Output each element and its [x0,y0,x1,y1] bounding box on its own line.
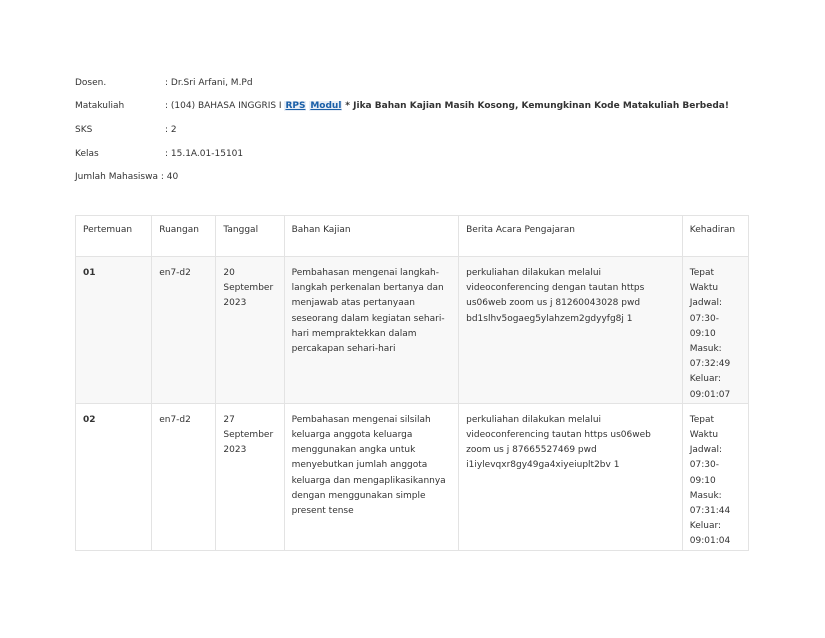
dosen-value: : Dr.Sri Arfani, M.Pd [165,78,253,88]
header-bahan-kajian: Bahan Kajian [284,216,459,257]
header-ruangan: Ruangan [152,216,216,257]
kelas-value: : 15.1A.01-15101 [165,149,244,159]
matakuliah-value-group [165,101,729,111]
header-kehadiran: Kehadiran [682,216,748,257]
matakuliah-label: Matakuliah [75,101,125,111]
jumlah-mahasiswa: Jumlah Mahasiswa : 40 [75,172,179,182]
table-row [76,403,749,550]
dosen-label: Dosen. [75,78,107,88]
table-row [76,257,749,404]
sks-label: SKS [75,125,93,135]
rps-link[interactable]: RPS [285,101,306,111]
header-berita-acara: Berita Acara Pengajaran [459,216,683,257]
cell-pertemuan: 02 [76,403,152,550]
cell-kehadiran: Tepat Waktu Jadwal: 07:30-09:10 Masuk: 07:32:49 Keluar: 09:01:07 [682,257,748,404]
kelas-label: Kelas [75,149,99,159]
cell-berita-acara: perkuliahan dilakukan melalui videoconferencing dengan tautan https us06web zoom us j 81260043028 pwd bd1slhv5ogaeg5ylahzem2gdyyfg8j 1 [459,257,683,404]
cell-ruangan: en7-d2 [152,257,216,404]
cell-ruangan: en7-d2 [152,403,216,550]
header-tanggal: Tanggal [216,216,284,257]
table-header-row [76,216,749,257]
attendance-table [75,215,749,551]
cell-tanggal: 27 September 2023 [216,403,284,550]
cell-bahan-kajian: Pembahasan mengenai silsilah keluarga anggota keluarga menggunakan angka untuk menyebutkan jumlah anggota keluarga dan mengaplikasikannya dengan menggunakan simple present tense [284,403,459,550]
cell-bahan-kajian: Pembahasan mengenai langkah-langkah perkenalan bertanya dan menjawab atas pertanyaan seseorang dalam kegiatan sehari-hari mempraktekkan dalam percakapan sehari-hari [284,257,459,404]
cell-pertemuan: 01 [76,257,152,404]
cell-tanggal: 20 September 2023 [216,257,284,404]
modul-link[interactable]: Modul [310,101,342,111]
sks-value: : 2 [165,125,177,135]
matakuliah-value: : (104) BAHASA INGGRIS I [165,101,282,111]
cell-kehadiran: Tepat Waktu Jadwal: 07:30-09:10 Masuk: 07:31:44 Keluar: 09:01:04 [682,403,748,550]
kode-warning: * Jika Bahan Kajian Masih Kosong, Kemungkinan Kode Matakuliah Berbeda! [345,101,729,111]
cell-berita-acara: perkuliahan dilakukan melalui videoconferencing tautan https us06web zoom us j 87665527469 pwd i1iylevqxr8gy49ga4xiyeiuplt2bv 1 [459,403,683,550]
header-pertemuan: Pertemuan [76,216,152,257]
